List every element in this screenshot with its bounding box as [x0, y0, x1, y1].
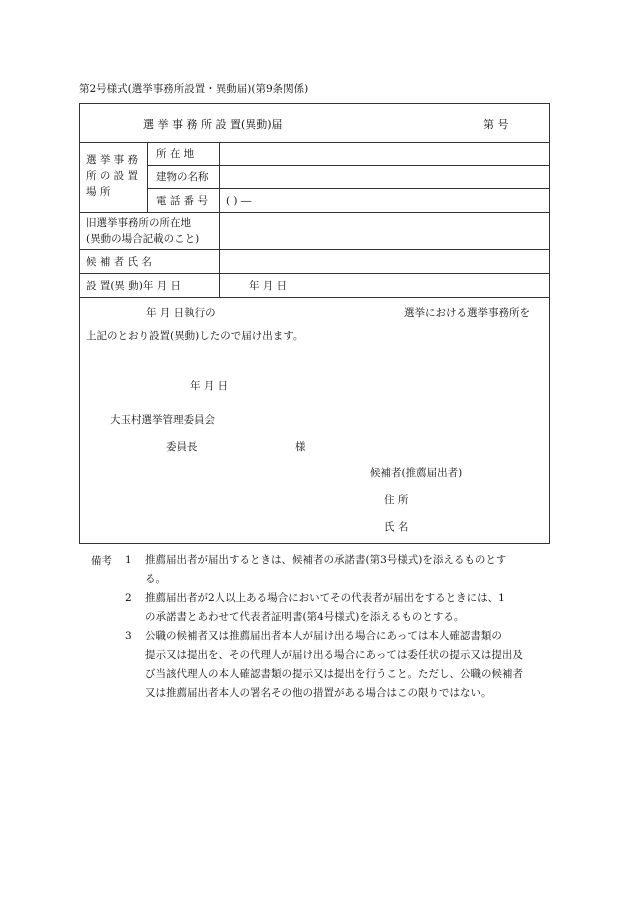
- note-line: 推薦届出者が2人以上ある場合においてその代表者が届出をするときには、1: [145, 592, 505, 604]
- note-line: 提示又は提出を、その代理人が届け出る場合にあっては委任状の提示又は提出及: [145, 649, 523, 661]
- phone-label: 電 話 番 号: [156, 195, 209, 207]
- divider: [80, 297, 549, 298]
- form-caption: 第2号様式(選挙事務所設置・異動届)(第9条関係): [79, 83, 309, 95]
- note-line: の承諾書とあわせて代表者証明書(第4号様式)を添えるものとする。: [145, 611, 465, 623]
- statement-text: 上記のとおり設置(異動)したので届け出ます。: [86, 330, 304, 342]
- location-label: 所 在 地: [156, 148, 195, 160]
- note-number: 1: [125, 554, 132, 566]
- divider: [80, 212, 549, 213]
- note-line: る。: [145, 573, 166, 585]
- divider: [219, 142, 220, 297]
- note-line: び当該代理人の本人確認書類の提示又は提出を行うこと。ただし、公職の候補者: [145, 668, 523, 680]
- election-date-text: 年 月 日執行の: [146, 307, 216, 319]
- form-title: 選 挙 事 務 所 設 置(異動)届: [143, 118, 283, 131]
- divider: [80, 249, 549, 250]
- divider: [147, 188, 549, 189]
- old-location-label-line2: (異動の場合記載のこと): [86, 233, 200, 245]
- applicant-label: 候補者(推薦届出者): [370, 467, 463, 479]
- office-group-label-line2: 所 の 設 置: [86, 170, 139, 182]
- note-line: 又は推薦届出者本人の署名その他の措置がある場合はこの限りではない。: [145, 687, 492, 699]
- addressee: 大玉村選挙管理委員会: [110, 414, 215, 426]
- name-label: 氏 名: [384, 521, 409, 533]
- notification-form: [79, 103, 550, 544]
- building-label: 建物の名称: [156, 171, 209, 183]
- note-line: 推薦届出者が届出するときは、候補者の承諾書(第3号様式)を添えるものとす: [145, 554, 507, 566]
- note-item: [125, 589, 561, 627]
- submission-date: 年 月 日: [190, 380, 229, 392]
- office-group-label-line1: 選 挙 事 務: [86, 154, 139, 166]
- office-group-label-line3: 場 所: [86, 186, 111, 198]
- divider: [147, 165, 549, 166]
- note-line: 公職の候補者又は推薦届出者本人が届け出る場合にあっては本人確認書類の: [145, 630, 502, 642]
- note-item: [125, 551, 561, 589]
- divider: [80, 273, 549, 274]
- address-label: 住 所: [384, 494, 409, 506]
- honorific: 様: [295, 441, 306, 453]
- note-number: 2: [125, 592, 132, 604]
- setup-date-label: 設 置(異 動)年 月 日: [86, 280, 182, 292]
- note-item: [125, 627, 561, 703]
- setup-date-template: 年 月 日: [249, 280, 288, 292]
- chair-label: 委員長: [166, 441, 198, 453]
- phone-template: ( ) ―: [226, 195, 252, 207]
- election-office-text: 選挙における選挙事務所を: [404, 307, 530, 319]
- notes-heading: 備考: [91, 555, 112, 567]
- old-location-label-line1: 旧選挙事務所の所在地: [86, 217, 191, 229]
- candidate-name-label: 候 補 者 氏 名: [86, 256, 152, 268]
- divider: [80, 142, 549, 143]
- divider: [147, 142, 148, 212]
- note-number: 3: [125, 630, 132, 642]
- form-number-label: 第 号: [483, 118, 509, 131]
